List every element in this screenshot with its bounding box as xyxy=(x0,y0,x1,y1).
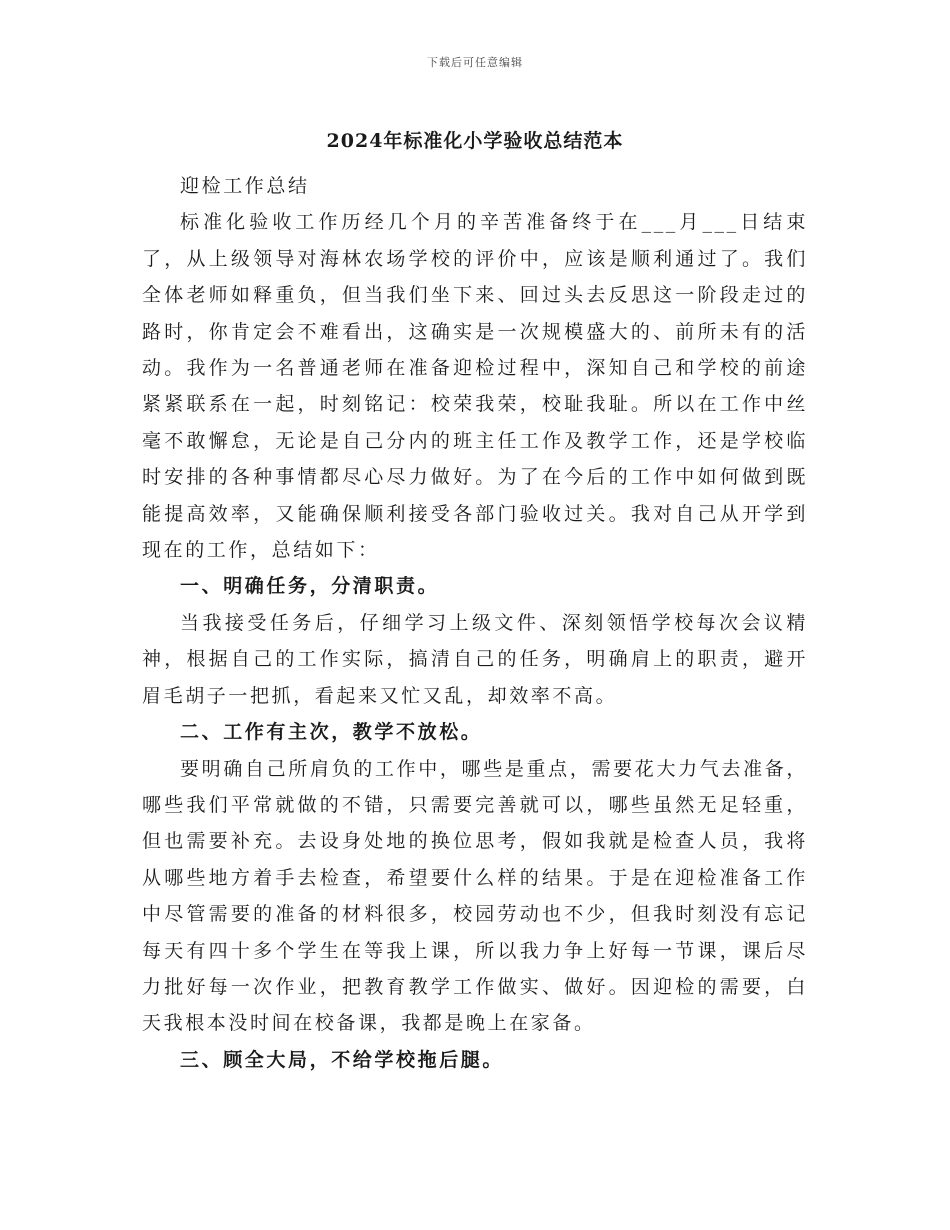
paragraph-intro: 标准化验收工作历经几个月的辛苦准备终于在___月___日结束了，从上级领导对海林农场学校的评价中，应该是顺利通过了。我们全体老师如释重负，但当我们坐下来、回过头去反思这一阶段走过的路时，你肯定会不难看出，这确实是一次规模盛大的、前所未有的活动。我作为一名普通老师在准备迎检过程中，深知自己和学校的前途紧紧联系在一起，时刻铭记：校荣我荣，校耻我耻。所以在工作中丝毫不敢懈怠，无论是自己分内的班主任工作及教学工作，还是学校临时安排的各种事情都尽心尽力做好。为了在今后的工作中如何做到既能提高效率，又能确保顺利接受各部门验收过关。我对自己从开学到现在的工作，总结如下： xyxy=(142,211,808,562)
document-title: 2024年标准化小学验收总结范本 xyxy=(326,130,624,152)
paragraph-section-2: 要明确自己所肩负的工作中，哪些是重点，需要花大力气去准备，哪些我们平常就做的不错，只需要完善就可以，哪些虽然无足轻重，但也需要补充。去设身处地的换位思考，假如我就是检查人员，我将从哪些地方着手去检查，希望要什么样的结果。于是在迎检准备工作中尽管需要的准备的材料很多，校园劳动也不少，但我时刻没有忘记每天有四十多个学生在等我上课，所以我力争上好每一节课，课后尽力批好每一次作业，把教育教学工作做实、做好。因迎检的需要，白天我根本没时间在校备课，我都是晚上在家备。 xyxy=(142,757,808,1035)
paragraph-section-1: 当我接受任务后，仔细学习上级文件、深刻领悟学校每次会议精神，根据自己的工作实际，搞清自己的任务，明确肩上的职责，避开眉毛胡子一把抓，看起来又忙又乱，却效率不高。 xyxy=(142,611,808,707)
section-heading-2: 二、工作有主次，教学不放松。 xyxy=(180,721,483,744)
section-heading-3: 三、顾全大局，不给学校拖后腿。 xyxy=(180,1048,505,1071)
paragraph-subtitle: 迎检工作总结 xyxy=(180,175,310,197)
section-heading-1: 一、明确任务，分清职责。 xyxy=(180,575,440,598)
header-note: 下载后可任意编辑 xyxy=(427,56,523,69)
document-body xyxy=(142,168,808,1078)
